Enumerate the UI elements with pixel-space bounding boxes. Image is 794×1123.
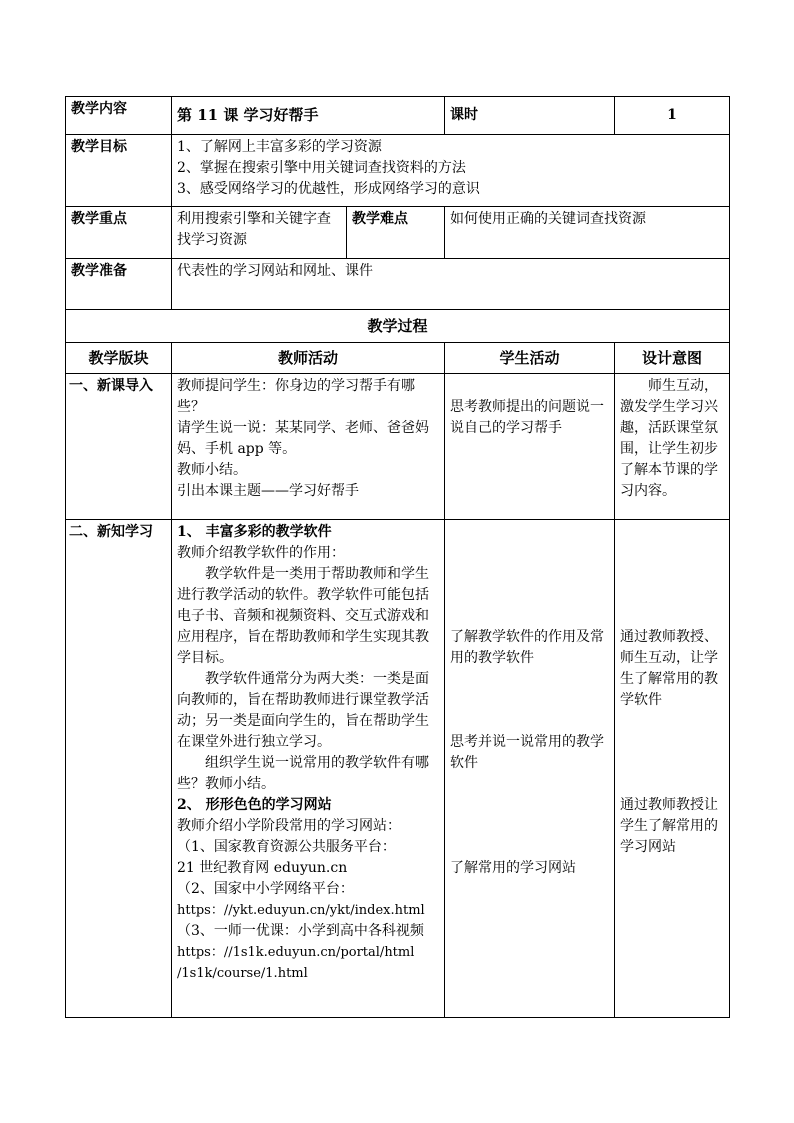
- difficulty-label: 教学难点: [347, 207, 445, 259]
- section-row: [66, 520, 730, 1018]
- teacher-text: 教学软件通常分为两大类：一类是面向教师的，旨在帮助教师进行课堂教学活动；另一类是面向学生的，旨在帮助学生在课堂外进行独立学习。: [177, 671, 429, 750]
- subheading: 2、 形形色色的学习网站: [177, 797, 332, 813]
- intent-text: 通过教师教授让学生了解常用的学习网站: [620, 797, 719, 855]
- student-text: 了解常用的学习网站: [450, 860, 577, 876]
- lesson-plan-table: [65, 96, 730, 1018]
- goal-item: 2、掌握在搜索引擎中用关键词查找资料的方法: [177, 160, 466, 176]
- teacher-text: 教师小结。: [177, 462, 247, 478]
- focus-label: 教学重点: [66, 207, 172, 259]
- section-row: [66, 374, 730, 520]
- teacher-text: 教师介绍小学阶段常用的学习网站：: [177, 818, 401, 834]
- focus-text: 利用搜索引擎和关键字查找学习资源: [172, 207, 347, 259]
- website-url: 21 世纪教育网 eduyun.cn: [177, 860, 348, 876]
- content-row: [66, 97, 730, 135]
- teacher-text: 教学软件是一类用于帮助教师和学生进行教学活动的软件。教学软件可能包括电子书、音频和视频资料、交互式游戏和应用程序，旨在帮助教师和学生实现其教学目标。: [177, 566, 429, 666]
- goal-list: [172, 135, 730, 207]
- lesson-title: 第 11 课 学习好帮手: [172, 97, 445, 135]
- goal-label: 教学目标: [66, 135, 172, 207]
- teacher-text: 教师提问学生：你身边的学习帮手有哪些？: [177, 378, 415, 415]
- student-activity: 思考教师提出的问题说一说自己的学习帮手: [445, 374, 615, 520]
- website-item: （1、国家教育资源公共服务平台：: [177, 839, 396, 855]
- website-url: https：//1s1k.eduyun.cn/portal/html: [177, 945, 415, 960]
- period-value: 1: [615, 97, 730, 135]
- section-name: 二、新知学习: [66, 520, 172, 1018]
- header-student: 学生活动: [445, 343, 615, 374]
- design-intent: 师生互动，激发学生学习兴趣，活跃课堂氛围，让学生初步了解本节课的学习内容。: [615, 374, 730, 520]
- section-name: 一、新课导入: [66, 374, 172, 520]
- teacher-text: 教师介绍教学软件的作用：: [177, 545, 345, 561]
- website-item: （3、一师一优课：小学到高中各科视频: [177, 923, 424, 939]
- difficulty-text: 如何使用正确的关键词查找资源: [445, 207, 730, 259]
- content-label: 教学内容: [66, 97, 172, 135]
- subheading: 1、 丰富多彩的教学软件: [177, 524, 332, 540]
- prep-label: 教学准备: [66, 259, 172, 310]
- teacher-text: 引出本课主题——学习好帮手: [177, 483, 359, 499]
- header-block: 教学版块: [66, 343, 172, 374]
- period-label: 课时: [445, 97, 615, 135]
- teacher-activity: [172, 374, 445, 520]
- student-activity: [445, 520, 615, 1018]
- website-url: /1s1k/course/1.html: [177, 966, 308, 981]
- design-intent: [615, 520, 730, 1018]
- teacher-text: 请学生说一说：某某同学、老师、爸爸妈妈、手机 app 等。: [177, 420, 429, 457]
- header-intent: 设计意图: [615, 343, 730, 374]
- teacher-activity: [172, 520, 445, 1018]
- process-header-row: [66, 343, 730, 374]
- website-item: （2、国家中小学网络平台：: [177, 881, 354, 897]
- goal-item: 1、了解网上丰富多彩的学习资源: [177, 139, 382, 155]
- prep-row: [66, 259, 730, 310]
- student-text: 了解教学软件的作用及常用的教学软件: [450, 629, 605, 666]
- teacher-text: 组织学生说一说常用的教学软件有哪些？教师小结。: [177, 755, 429, 792]
- prep-text: 代表性的学习网站和网址、课件: [172, 259, 730, 310]
- focus-row: [66, 207, 730, 259]
- goal-row: [66, 135, 730, 207]
- process-title-row: [66, 310, 730, 343]
- intent-text: 通过教师教授、师生互动，让学生了解常用的教学软件: [620, 629, 719, 708]
- goal-item: 3、感受网络学习的优越性，形成网络学习的意识: [177, 181, 480, 197]
- header-teacher: 教师活动: [172, 343, 445, 374]
- lesson-plan: [65, 96, 729, 1018]
- website-url: https：//ykt.eduyun.cn/ykt/index.html: [177, 903, 425, 918]
- student-text: 思考并说一说常用的教学软件: [450, 734, 605, 771]
- process-title: 教学过程: [66, 310, 730, 343]
